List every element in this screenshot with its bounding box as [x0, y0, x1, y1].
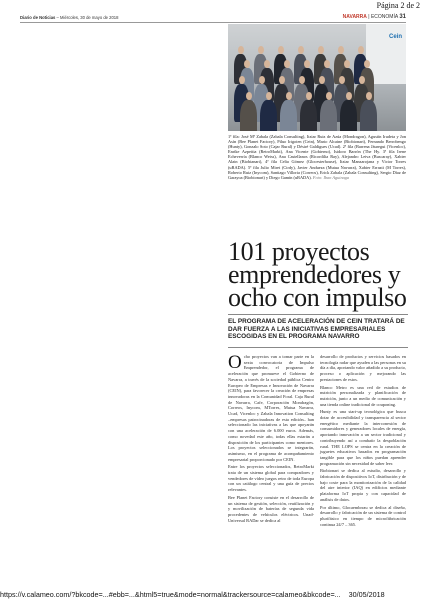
drop-cap: O [228, 352, 242, 373]
publication-name: Diario de Noticias [20, 15, 56, 20]
photo-person-head [278, 46, 284, 54]
photo-person-head [318, 46, 324, 54]
photo-person-head [259, 76, 265, 84]
photo-person-head [364, 60, 370, 68]
photo-person-head [286, 92, 292, 100]
footer-date: 30/05/2018 [348, 590, 385, 599]
subheadline-bottom-rule [228, 347, 408, 348]
cein-logo: Cein [388, 34, 402, 40]
subheadline-top-rule [228, 314, 408, 315]
region-label: NAVARRA [342, 14, 367, 20]
photo-person-head [359, 76, 365, 84]
article-paragraph: Ocho proyectos van a tomar parte en la sexta convocatoria de Impulso Emprendedor, el programa de aceleración que promueve el Gobierno de Navarra, a través de la sociedad pública Centro Europeo de Empresas e Innovación de Navarra (CEIN), para favorecer la creación de empresas innovadoras en la Comunidad Foral. Caja Rural de Navarra, Cafe, Corporación Mondragón, Correos, Inycom, MTorres, Mutua Navarra, Ucad, Vicenloc y Zabala Innovation Consulting –empresas patrocinadoras de esta edición– han seleccionado las iniciativas a las que apoyarán con una aceleración de 6.000 euros. Además, como novedad este año, todas ellas estarán a disposición de los participantes como mentores. Los proyectos seleccionados se integrarán, asimismo, en el programa de acompañamiento empresarial proporcionado por CEIN. [228, 352, 314, 462]
photo-person [300, 100, 317, 131]
headline: 101 proyectos emprendedores y ocho con impulso [228, 237, 407, 312]
photo-person-head [339, 76, 345, 84]
article-paragraph: desarrollo de productos y servicios basados en tecnología radar que ayuden a las personas en su día a día, aportando valor añadido a su producto, proceso o aplicación y mejorando las prestaciones de estos. [320, 354, 406, 382]
photo-person-head [324, 60, 330, 68]
photo-person-head [258, 46, 264, 54]
article-column-2 [320, 354, 406, 529]
header-right [343, 14, 406, 20]
photo-person-head [266, 92, 272, 100]
photo-person-head [366, 92, 372, 100]
photo-person-head [279, 76, 285, 84]
article-paragraph: Por último, Glocaembrrau se dedica al diseño, desarrollo y fabricación de un sistema de control plurifásico en tiempo de microfábricación continua 24/7 – 365. [320, 504, 406, 527]
article-paragraph: Hunty es una start-up tecnológica que busca dotar de accesibilidad y transparencia al sector energético mediante la interconexión de consumidores y generadores locales de energía, aportando innovación a un sector tradicional y contribuyendo así a combatir la despoblación rural. THE LOPS se centra en la creación de juguetes educativos basados en programación tangible para que los niños puedan aprender programación sin necesidad de saber leer. [320, 409, 406, 466]
photo-person-head [304, 60, 310, 68]
photo-person-head [344, 60, 350, 68]
photo-person-head [284, 60, 290, 68]
photo-credit: Foto: Iban Aguinaga [312, 174, 350, 180]
article-column-1 [228, 354, 314, 525]
photo-person-head [358, 46, 364, 54]
header-left [20, 15, 118, 20]
photo-person-head [299, 76, 305, 84]
photo-person-head [346, 92, 352, 100]
photo-person-head [264, 60, 270, 68]
photo-person-head [239, 76, 245, 84]
photo-person-head [244, 60, 250, 68]
article-paragraph: Entre los proyectos seleccionados, RetroMarkt trata de un sistema global para compradores y vendedores de vídeo juegos retro de toda Europa con un catálogo central y una guía de precios relevantes. [228, 464, 314, 493]
subheadline: EL PROGRAMA DE ACELERACIÓN DE CEIN TRATARÁ DE DAR FUERZA A LAS INICIATIVAS EMPRESARIALES ESCOGIDAS EN EL PROGRAMA NAVARRO [228, 318, 405, 341]
photo-person-head [319, 76, 325, 84]
photo-person [340, 100, 357, 131]
photo-person [320, 100, 337, 131]
page-indicator: Página 2 de 2 [376, 1, 420, 10]
photo-caption [228, 134, 406, 180]
section-label: | ECONOMÍA [366, 14, 400, 20]
page-number: 31 [399, 14, 406, 20]
photo-person-head [238, 46, 244, 54]
photo-person [240, 100, 257, 131]
publication-date: – Miércoles, 30 de mayo de 2018 [55, 15, 119, 20]
article-paragraph: Biobionart se dedica al estudio, desarrollo y fabricación de dispositivos IoT, distribución y de bajo coste para la monitorización de la calidad del aire interior (IAQ) en edificios mediante plataforma IoT propia y con capacidad de análisis de datos. [320, 468, 406, 502]
group-photo [228, 24, 406, 131]
photo-person-head [306, 92, 312, 100]
newspaper-header [20, 14, 406, 23]
article-paragraph: Blanco Metro es una red de estudios de nutrición personalizada y planificación de nutrición, junto a un medio de comunicación y una tienda online tradicional de couponing. [320, 384, 406, 407]
footer-bar [0, 590, 385, 599]
caption-text: 1ª fila: José Mª Zabala (Zabala Consulting), Itziar Ruiz de Azúa (Mondragon), Agustín Irudeta y Jon Asín (Bee Planet Factory), Piluo Irigoien (Cein), Mario Alcaine (Biobionart), Fernando Berrobengo (Hunty), Gonzalo Soto (Cajar Rural) y Désiré Galdigues (Ucad). 2ª fila (Barrena Jáuregui (Vicenloc), Enrike Azpeitia (RetroMarkt), Ana Vicente (Gobierno), Isidoro Barrón (The Hy. 3ª fila Irene Echeverría (Blanco Weiss), Ana Castellanos (Ricordilia Ray), Alejandro Leiva (Buscaray), Xabier Alain (Biobianart), 4ª fila Celia Gómez (Glocesterhouse), Itziar Manzarojana y Victor Torres (uRADA). 5ª fila Julio Miret (Cirdy), Javier Andueza (Mutua Navarra), Xabier Errazti (M Torres), Roberto Ruiz (Inycom), Santiago Villoria (Correos), Erick Zabala (Zabala Consulting), Sergio Díaz de Garayoa (Biobionart) y Diego Gamín (uRADA). [228, 134, 406, 180]
photo-person [260, 100, 277, 131]
photo-person-head [298, 46, 304, 54]
photo-person [280, 100, 297, 131]
photo-person-head [338, 46, 344, 54]
article-paragraph: Bee Planet Factory consiste en el desarrollo de un sistema de gestión, selección, reutilización y y movilización de baterías de segunda vida procedentes de vehículos eléctricos. Unad-Universal RADar se dedica al [228, 494, 314, 523]
photo-person-head [326, 92, 332, 100]
photo-person-head [246, 92, 252, 100]
footer-url: https://v.calameo.com/?bkcode=...#ebb=...&html5=true&mode=normal&trackersource=calameo&bkcode=... [0, 590, 341, 599]
photo-person [360, 100, 377, 131]
